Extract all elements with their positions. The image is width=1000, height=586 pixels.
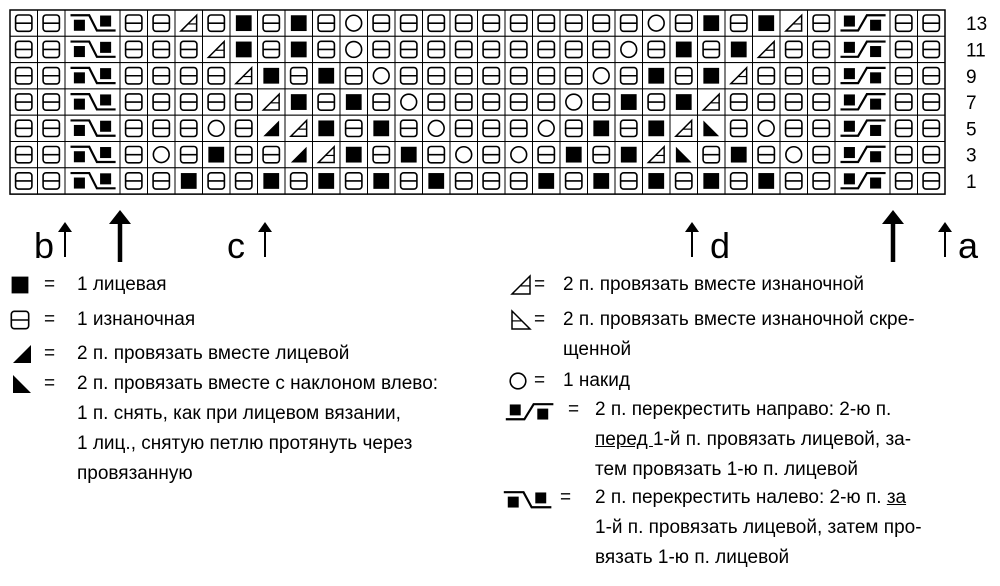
purl-cell <box>423 89 451 115</box>
knit-cell <box>340 89 368 115</box>
knit-cell <box>698 63 726 89</box>
purl-cell <box>395 10 423 36</box>
legend-cross-right-line2 <box>595 428 911 451</box>
purl-cell <box>478 89 506 115</box>
yarn-over-cell <box>753 115 781 141</box>
purl-cell <box>918 142 946 168</box>
knit-cell <box>753 10 781 36</box>
purl-cell <box>450 115 478 141</box>
arrow-c-icon <box>258 222 272 257</box>
purl-cell <box>808 63 836 89</box>
purl-cell <box>148 10 176 36</box>
knit-cell <box>588 115 616 141</box>
knit-cell <box>643 63 671 89</box>
purl-cell <box>808 36 836 62</box>
purl-cell <box>120 168 148 194</box>
purl-cell <box>450 89 478 115</box>
purl-cell <box>175 115 203 141</box>
row-number: 3 <box>966 145 977 167</box>
cross-right-cell <box>835 10 890 36</box>
legend-purl <box>0 308 480 332</box>
legend-cross-left-line2: 1-й п. провязать лицевой, затем про- <box>595 517 922 538</box>
p2tog-cell <box>258 89 286 115</box>
purl-cell <box>588 89 616 115</box>
purl-cell <box>38 142 66 168</box>
purl-cell <box>890 36 918 62</box>
yarn-over-cell <box>423 115 451 141</box>
p2tog-cell <box>230 63 258 89</box>
row-number: 7 <box>966 93 977 115</box>
knit-cell <box>670 89 698 115</box>
arrow-label-a: a <box>958 225 979 266</box>
purl-cell <box>808 10 836 36</box>
yarn-over-cell <box>340 36 368 62</box>
cross-left-cell <box>65 10 120 36</box>
row-number: 9 <box>966 66 977 88</box>
purl-cell <box>918 36 946 62</box>
purl-cell <box>753 89 781 115</box>
purl-cell <box>615 168 643 194</box>
yarn-over-cell <box>148 142 176 168</box>
legend-cross-left-line3: вязать 1-ю п. лицевой <box>595 547 790 568</box>
p2tog-cell <box>753 36 781 62</box>
purl-cell <box>918 63 946 89</box>
purl-cell <box>560 63 588 89</box>
purl-cell <box>615 115 643 141</box>
purl-cell <box>890 89 918 115</box>
chart-arrows <box>58 210 952 266</box>
purl-cell <box>478 115 506 141</box>
k2tog-cell <box>258 115 286 141</box>
knit-cell <box>368 168 396 194</box>
purl-cell <box>478 168 506 194</box>
yarn-over-cell <box>615 36 643 62</box>
row-number: 5 <box>966 119 977 141</box>
purl-cell <box>450 63 478 89</box>
cross-right-cell <box>835 168 890 194</box>
legend-p2tog-tbl-line2: щенной <box>563 339 632 360</box>
purl-cell <box>258 10 286 36</box>
purl-cell <box>175 63 203 89</box>
purl-cell <box>203 63 231 89</box>
yarn-over-cell <box>340 10 368 36</box>
knit-cell <box>670 36 698 62</box>
p2tog-cell <box>313 142 341 168</box>
chart-grid <box>10 10 945 194</box>
purl-cell <box>753 63 781 89</box>
purl-cell <box>10 63 38 89</box>
purl-cell <box>340 63 368 89</box>
purl-cell <box>890 63 918 89</box>
purl-cell <box>230 142 258 168</box>
purl-cell <box>725 89 753 115</box>
k2tog-cell <box>285 142 313 168</box>
purl-cell <box>588 36 616 62</box>
knit-cell <box>285 10 313 36</box>
cross-left-cell <box>65 89 120 115</box>
purl-cell <box>285 63 313 89</box>
purl-cell <box>478 10 506 36</box>
purl-cell <box>368 36 396 62</box>
legend-p2tog-tbl <box>500 308 1000 364</box>
purl-cell <box>120 36 148 62</box>
legend-ssk-line3: 1 лиц., снятую петлю протянуть через <box>77 433 413 454</box>
cross-right-cell <box>835 89 890 115</box>
purl-cell <box>340 168 368 194</box>
purl-cell <box>808 89 836 115</box>
p2tog-cell <box>670 115 698 141</box>
yarn-over-cell <box>560 89 588 115</box>
purl-cell <box>533 142 561 168</box>
purl-cell <box>505 63 533 89</box>
knit-cell <box>258 63 286 89</box>
purl-cell <box>918 10 946 36</box>
purl-cell <box>670 10 698 36</box>
purl-cell <box>175 142 203 168</box>
purl-cell <box>808 168 836 194</box>
cross-left-cell <box>65 168 120 194</box>
arrow-b-icon <box>58 222 72 257</box>
purl-cell <box>615 63 643 89</box>
purl-cell <box>285 168 313 194</box>
purl-cell <box>725 168 753 194</box>
purl-cell <box>423 36 451 62</box>
purl-cell <box>395 115 423 141</box>
purl-cell <box>148 36 176 62</box>
purl-cell <box>230 168 258 194</box>
legend-equals: = <box>568 399 580 420</box>
legend-equals: = <box>534 370 546 391</box>
purl-cell <box>670 63 698 89</box>
ssk-cell <box>698 115 726 141</box>
purl-cell <box>120 142 148 168</box>
purl-cell <box>203 10 231 36</box>
purl-cell <box>643 89 671 115</box>
purl-cell <box>753 142 781 168</box>
yarn-over-cell <box>505 142 533 168</box>
knit-cell <box>340 142 368 168</box>
knit-cell <box>698 168 726 194</box>
knit-cell <box>725 142 753 168</box>
purl-cell <box>423 10 451 36</box>
purl-cell <box>890 168 918 194</box>
purl-cell <box>560 115 588 141</box>
knit-cell <box>588 168 616 194</box>
arrow-repeat-right-icon <box>882 210 904 262</box>
knit-cell <box>285 36 313 62</box>
purl-cell <box>368 10 396 36</box>
purl-cell <box>478 36 506 62</box>
knit-cell <box>725 36 753 62</box>
purl-cell <box>533 36 561 62</box>
purl-cell <box>533 63 561 89</box>
purl-cell <box>505 10 533 36</box>
arrow-label-d: d <box>710 225 731 266</box>
purl-cell <box>395 63 423 89</box>
purl-cell <box>808 142 836 168</box>
purl-cell <box>230 89 258 115</box>
purl-cell <box>890 10 918 36</box>
purl-cell <box>38 10 66 36</box>
cross-right-cell <box>835 63 890 89</box>
purl-cell <box>258 142 286 168</box>
purl-cell <box>698 36 726 62</box>
purl-cell <box>38 36 66 62</box>
purl-cell <box>780 115 808 141</box>
yarn-over-cell <box>203 115 231 141</box>
purl-cell <box>38 63 66 89</box>
knit-cell <box>230 10 258 36</box>
legend-knit-text: 1 лицевая <box>77 274 167 295</box>
p2tog-cell <box>175 10 203 36</box>
legend-cross-right-line1: 2 п. перекрестить направо: 2-ю п. <box>595 399 892 420</box>
legend-cross-left-underlined: за <box>886 487 907 508</box>
knit-cell <box>533 168 561 194</box>
purl-cell <box>808 115 836 141</box>
purl-cell <box>368 89 396 115</box>
knit-cell <box>313 63 341 89</box>
legend-cross-right-underlined: перед <box>595 429 653 450</box>
legend-knit <box>0 273 480 297</box>
purl-cell <box>38 115 66 141</box>
purl-cell <box>780 36 808 62</box>
arrow-label-c: c <box>227 225 245 266</box>
legend-ssk-line2: 1 п. снять, как при лицевом вязании, <box>77 403 401 424</box>
purl-cell <box>670 168 698 194</box>
purl-cell <box>230 115 258 141</box>
purl-cell <box>10 89 38 115</box>
purl-cell <box>148 115 176 141</box>
arrow-a-icon <box>938 222 952 257</box>
purl-cell <box>505 115 533 141</box>
legend-cross-left <box>500 486 1000 582</box>
p2tog-cell <box>725 63 753 89</box>
cross-left-cell <box>65 115 120 141</box>
legend-p2tog <box>500 273 1000 297</box>
knit-cell <box>313 168 341 194</box>
row-number: 11 <box>966 40 986 62</box>
knit-cell <box>615 142 643 168</box>
legend-ssk <box>0 372 495 492</box>
purl-cell <box>148 89 176 115</box>
purl-cell <box>38 168 66 194</box>
legend-cross-right-line2-rest: 1-й п. провязать лицевой, за- <box>652 429 912 450</box>
purl-cell <box>313 89 341 115</box>
cross-right-cell <box>835 142 890 168</box>
legend-cross-left-line1-text: 2 п. перекрестить налево: 2-ю п. <box>595 487 887 508</box>
row-numbers <box>966 14 987 193</box>
purl-cell <box>450 168 478 194</box>
p2tog-cell <box>203 36 231 62</box>
knit-cell <box>230 36 258 62</box>
yarn-over-cell <box>395 89 423 115</box>
legend-equals: = <box>534 309 546 330</box>
knit-cell <box>615 89 643 115</box>
legend-cross-right-line3: тем провязать 1-ю п. лицевой <box>595 459 858 480</box>
purl-cell <box>918 115 946 141</box>
yarn-over-cell <box>780 142 808 168</box>
purl-cell <box>10 36 38 62</box>
purl-cell <box>560 168 588 194</box>
purl-cell <box>890 142 918 168</box>
legend-equals: = <box>44 373 56 394</box>
knit-cell <box>395 142 423 168</box>
purl-cell <box>588 10 616 36</box>
p2tog-cell <box>643 142 671 168</box>
purl-cell <box>780 89 808 115</box>
knit-cell <box>560 142 588 168</box>
yarn-over-cell <box>368 63 396 89</box>
legend-k2tog-text: 2 п. провязать вместе лицевой <box>77 343 350 364</box>
purl-cell <box>560 10 588 36</box>
purl-cell <box>368 142 396 168</box>
cross-right-cell <box>835 36 890 62</box>
purl-cell <box>148 63 176 89</box>
knit-cell <box>698 10 726 36</box>
knit-cell <box>643 115 671 141</box>
legend-yo <box>500 369 1000 393</box>
purl-cell <box>313 36 341 62</box>
knit-cell <box>285 89 313 115</box>
legend-cross-right <box>500 398 1000 482</box>
purl-cell <box>120 10 148 36</box>
cross-right-cell <box>835 115 890 141</box>
knit-cell <box>175 168 203 194</box>
purl-cell <box>560 36 588 62</box>
purl-cell <box>203 168 231 194</box>
legend-equals: = <box>560 487 572 508</box>
knit-cell <box>313 115 341 141</box>
legend-k2tog <box>0 342 480 366</box>
yarn-over-cell <box>533 115 561 141</box>
purl-cell <box>615 10 643 36</box>
legend-equals: = <box>534 274 546 295</box>
purl-cell <box>423 142 451 168</box>
purl-cell <box>643 36 671 62</box>
p2tog-cell <box>698 89 726 115</box>
cross-left-cell <box>65 63 120 89</box>
knit-cell <box>203 142 231 168</box>
purl-cell <box>395 36 423 62</box>
purl-cell <box>478 63 506 89</box>
legend-cross-left-line1 <box>595 486 906 509</box>
row-number: 13 <box>966 14 988 36</box>
legend-yo-text: 1 накид <box>563 370 630 391</box>
purl-cell <box>175 36 203 62</box>
p2tog-cell <box>780 10 808 36</box>
purl-cell <box>505 168 533 194</box>
purl-cell <box>120 115 148 141</box>
purl-cell <box>10 10 38 36</box>
purl-cell <box>313 10 341 36</box>
purl-cell <box>10 142 38 168</box>
arrow-label-b: b <box>34 225 55 266</box>
purl-cell <box>918 89 946 115</box>
purl-cell <box>395 168 423 194</box>
purl-cell <box>450 10 478 36</box>
purl-cell <box>505 89 533 115</box>
p2tog-cell <box>285 115 313 141</box>
legend-ssk-line1: 2 п. провязать вместе с наклоном влево: <box>77 373 439 394</box>
purl-cell <box>10 115 38 141</box>
purl-cell <box>423 63 451 89</box>
purl-cell <box>478 142 506 168</box>
purl-cell <box>148 168 176 194</box>
purl-cell <box>203 89 231 115</box>
legend-p2tog-text: 2 п. провязать вместе изнаночной <box>563 274 864 295</box>
purl-cell <box>533 89 561 115</box>
purl-cell <box>38 89 66 115</box>
purl-cell <box>918 168 946 194</box>
knit-cell <box>643 168 671 194</box>
cross-left-cell <box>65 36 120 62</box>
purl-cell <box>588 142 616 168</box>
arrow-d-icon <box>685 222 699 257</box>
yarn-over-cell <box>643 10 671 36</box>
purl-cell <box>725 115 753 141</box>
purl-cell <box>780 63 808 89</box>
purl-cell <box>725 10 753 36</box>
purl-cell <box>120 89 148 115</box>
purl-cell <box>698 142 726 168</box>
purl-cell <box>450 36 478 62</box>
knit-cell <box>753 168 781 194</box>
purl-cell <box>258 36 286 62</box>
yarn-over-cell <box>450 142 478 168</box>
knit-cell <box>423 168 451 194</box>
purl-cell <box>340 115 368 141</box>
cross-left-cell <box>65 142 120 168</box>
knit-cell <box>368 115 396 141</box>
legend-equals: = <box>44 343 56 364</box>
legend-ssk-line4: провязанную <box>77 463 193 484</box>
ssk-cell <box>670 142 698 168</box>
legend-p2tog-tbl-line1: 2 п. провязать вместе изнаночной скре- <box>563 309 915 330</box>
legend-purl-text: 1 изнаночная <box>77 309 196 330</box>
purl-cell <box>10 168 38 194</box>
yarn-over-cell <box>588 63 616 89</box>
arrow-repeat-left-icon <box>109 210 131 262</box>
legend-equals: = <box>44 309 56 330</box>
purl-cell <box>533 10 561 36</box>
purl-cell <box>120 63 148 89</box>
purl-cell <box>890 115 918 141</box>
purl-cell <box>175 89 203 115</box>
knit-cell <box>258 168 286 194</box>
purl-cell <box>780 168 808 194</box>
row-number: 1 <box>966 171 977 193</box>
purl-cell <box>505 36 533 62</box>
legend-equals: = <box>44 274 56 295</box>
